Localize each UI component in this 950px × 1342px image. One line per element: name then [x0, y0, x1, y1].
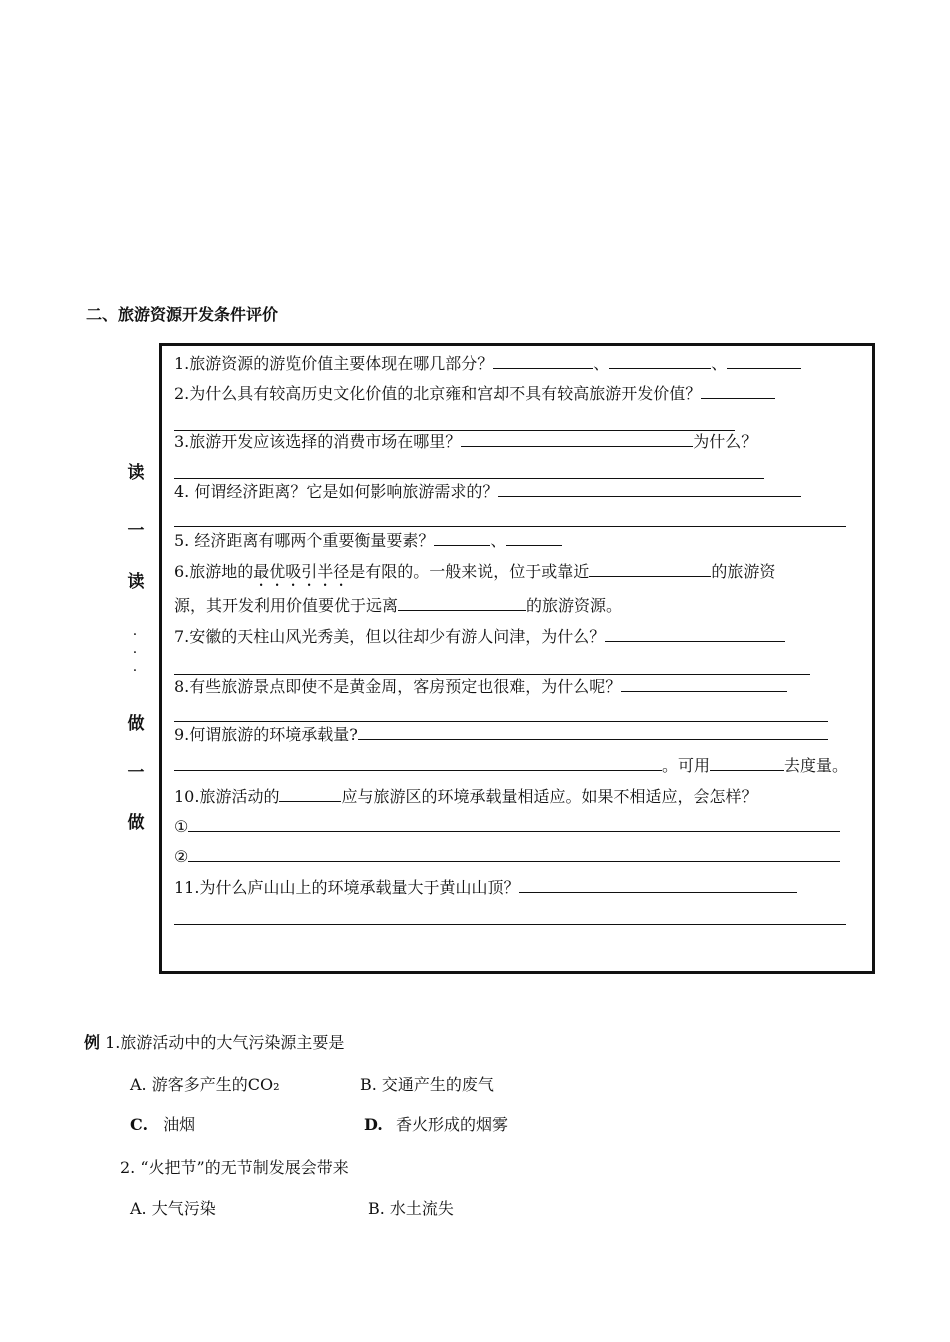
side-label-char: 做	[127, 813, 145, 833]
answer-blank[interactable]	[605, 624, 785, 642]
answer-line[interactable]	[174, 924, 846, 925]
example-question-1	[84, 1030, 344, 1053]
option-a[interactable]: A. 游客多产生的CO₂	[130, 1075, 280, 1094]
answer-blank[interactable]	[279, 784, 341, 802]
separator: 、	[711, 354, 728, 373]
option-letter: C.	[130, 1115, 149, 1134]
question-8	[174, 674, 787, 698]
question-text: 8.有些旅游景点即使不是黄金周，客房预定也很难，为什么呢？	[174, 677, 622, 696]
circled-number: ①	[174, 817, 189, 836]
answer-blank[interactable]	[188, 814, 840, 832]
option-d[interactable]	[364, 1112, 508, 1135]
option-a[interactable]: A. 大气污染	[130, 1199, 216, 1218]
question-text: 9.何谓旅游的环境承载量?	[174, 725, 358, 744]
question-text: 4. 何谓经济距离？它是如何影响旅游需求的？	[174, 482, 499, 501]
question-text: 是有限的。一般来说，位于或靠近	[349, 562, 590, 581]
question-text: 1.旅游活动中的大气污染源主要是	[105, 1033, 345, 1052]
question-text: 的旅游资	[711, 562, 776, 581]
separator: 、	[593, 354, 610, 373]
question-9	[174, 722, 828, 746]
answer-blank[interactable]	[188, 844, 840, 862]
question-text: 应与旅游区的环境承载量相适应。如果不相适应，会怎样？	[341, 787, 758, 806]
example-label: 例	[84, 1033, 101, 1052]
answer-blank[interactable]	[589, 559, 711, 577]
answer-blank[interactable]	[609, 351, 711, 369]
question-text: 源，其开发利用价值要优于远离	[174, 596, 399, 615]
question-text: 7.安徽的天柱山风光秀美，但以往却少有游人问津，为什么？	[174, 627, 606, 646]
question-text: 3.旅游开发应该选择的消费市场在哪里？	[174, 432, 462, 451]
question-6	[174, 559, 775, 590]
question-9-continued	[174, 753, 848, 777]
option-c[interactable]	[130, 1112, 195, 1135]
dot: ·	[132, 627, 138, 643]
option-b[interactable]: B. 交通产生的废气	[360, 1075, 494, 1094]
separator: 、	[490, 531, 507, 550]
side-label-char: 一	[127, 763, 145, 783]
answer-line[interactable]	[174, 526, 846, 527]
section-title: 二、旅游资源开发条件评价	[86, 305, 279, 324]
answer-blank[interactable]	[358, 722, 828, 740]
answer-blank[interactable]	[174, 753, 662, 771]
question-6-continued	[174, 593, 622, 617]
question-text: 5. 经济距离有哪两个重要衡量要素？	[174, 531, 435, 550]
side-label-char: 读	[127, 463, 145, 483]
option-text: 香火形成的烟雾	[395, 1115, 508, 1134]
side-label-char: 一	[127, 521, 145, 541]
option-b[interactable]: B. 水土流失	[368, 1199, 454, 1218]
question-5	[174, 528, 562, 552]
side-label-char: 读	[127, 572, 145, 592]
question-text: 的旅游资源。	[526, 596, 623, 615]
question-text: 。可用	[662, 756, 711, 775]
answer-blank[interactable]	[710, 753, 784, 771]
question-11	[174, 875, 797, 899]
question-text: 6.旅游地的	[174, 562, 254, 581]
question-10	[174, 784, 757, 808]
question-text: 11.为什么庐山山上的环境承载量大于黄山山顶？	[174, 878, 520, 897]
question-10-answer-1	[174, 814, 840, 838]
dot: ·	[132, 663, 138, 679]
question-3	[174, 429, 757, 453]
example-question-2: 2. “火把节”的无节制发展会带来	[120, 1158, 349, 1177]
dot: ·	[132, 645, 138, 661]
answer-blank[interactable]	[621, 674, 787, 692]
answer-blank[interactable]	[506, 528, 562, 546]
option-letter: D.	[364, 1115, 383, 1134]
option-text: 油烟	[163, 1115, 196, 1134]
answer-blank[interactable]	[727, 351, 801, 369]
answer-blank[interactable]	[701, 381, 775, 399]
question-2	[174, 381, 775, 405]
question-text: 为什么？	[693, 432, 758, 451]
question-10-answer-2	[174, 844, 840, 868]
answer-blank[interactable]	[398, 593, 526, 611]
question-text: 1.旅游资源的游览价值主要体现在哪几部分？	[174, 354, 494, 373]
circled-number: ②	[174, 847, 189, 866]
question-text: 10.旅游活动的	[174, 787, 280, 806]
answer-blank[interactable]	[493, 351, 593, 369]
question-text: 2.为什么具有较高历史文化价值的北京雍和宫却不具有较高旅游开发价值？	[174, 384, 702, 403]
question-7	[174, 624, 785, 648]
answer-blank[interactable]	[434, 528, 490, 546]
question-4	[174, 479, 801, 503]
question-1	[174, 351, 801, 375]
answer-blank[interactable]	[519, 875, 797, 893]
question-text: 去度量。	[784, 756, 849, 775]
side-label-dots	[128, 626, 142, 680]
side-label-char: 做	[127, 714, 145, 734]
answer-blank[interactable]	[461, 429, 693, 447]
answer-blank[interactable]	[498, 479, 801, 497]
emphasized-term: 最优吸引半径	[253, 562, 350, 581]
